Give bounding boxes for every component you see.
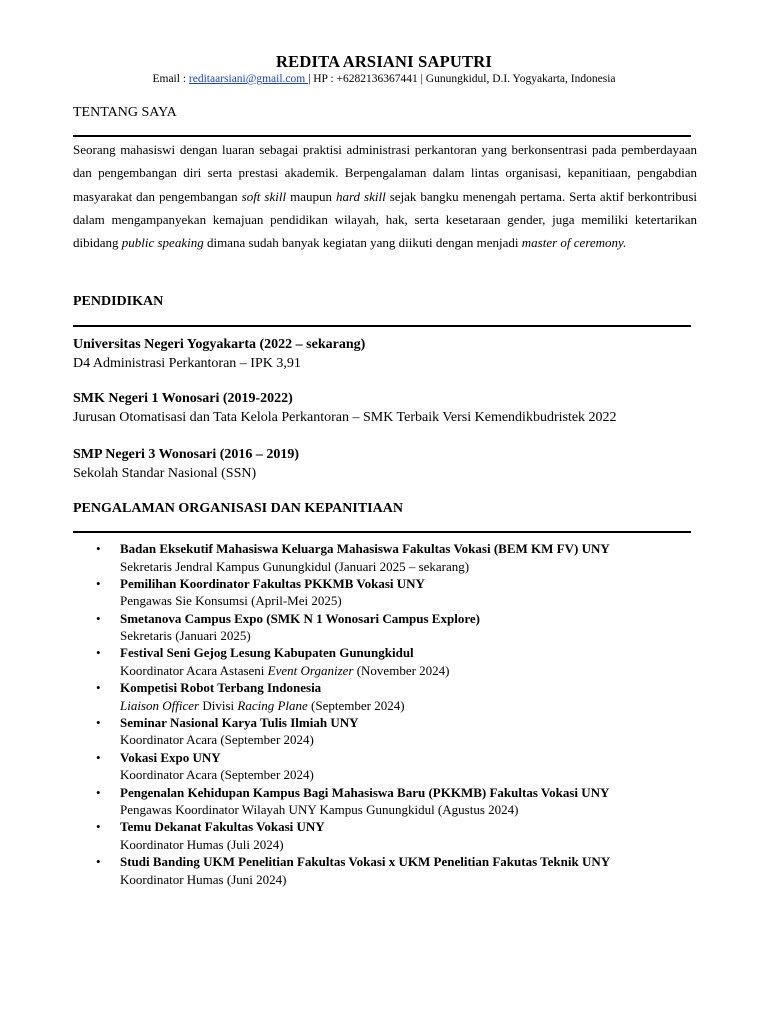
about-emphasis: master of ceremony.: [521, 235, 627, 251]
organization-title: Vokasi Expo UNY: [120, 749, 221, 765]
organization-role: Koordinator Acara (September 2024): [120, 767, 314, 783]
organization-title: Badan Eksekutif Mahasiswa Keluarga Mahasiswa Fakultas Vokasi (BEM KM FV) UNY: [120, 541, 610, 556]
list-item: [0, 540, 768, 575]
about-text: Seorang mahasiswi dengan luaran sebagai praktisi administrasi perkantoran yang berkonsentrasi pada pemberdayaan dan pengembangan diri serta prestasi akademik. Berpengalaman dalam lintas organisasi, kepanitiaan, pengabdian masyarakat dan pengembangan: [73, 142, 697, 204]
organization-title: Temu Dekanat Fakultas Vokasi UNY: [120, 819, 325, 835]
organization-role: Sekretaris Jendral Kampus Gunungkidul (Januari 2025 – sekarang): [120, 558, 470, 574]
education-item: [73, 446, 713, 484]
organization-role: Koordinator Humas (Juni 2024): [120, 871, 287, 887]
institution-detail: Sekolah Standar Nasional (SSN): [73, 466, 257, 481]
email-link[interactable]: reditaarsiani@gmail.com: [188, 73, 309, 85]
bullet-icon: •: [96, 749, 101, 765]
organization-title: Kompetisi Robot Terbang Indonesia: [120, 680, 322, 696]
role-emphasis: Racing Plane: [237, 697, 308, 713]
bullet-icon: •: [96, 610, 101, 626]
education-item: [73, 390, 713, 428]
bullet-icon: •: [96, 645, 101, 661]
organization-title: Pemilihan Koordinator Fakultas PKKMB Vokasi UNY: [120, 575, 425, 591]
institution-name: SMP Negeri 3 Wonosari (2016 – 2019): [73, 447, 300, 462]
list-item: [0, 818, 768, 853]
list-item: [0, 784, 768, 819]
bullet-icon: •: [96, 714, 101, 730]
list-item: [0, 644, 768, 679]
list-item: [0, 610, 768, 645]
organization-role: Pengawas Koordinator Wilayah UNY Kampus Gunungkidul (Agustus 2024): [120, 802, 519, 818]
organization-role: Koordinator Humas (Juli 2024): [120, 836, 284, 852]
about-heading: TENTANG SAYA: [73, 105, 177, 120]
organization-list: [0, 540, 768, 888]
education-item: [73, 336, 713, 374]
bullet-icon: •: [96, 541, 101, 556]
institution-detail: Jurusan Otomatisasi dan Tata Kelola Perkantoran – SMK Terbaik Versi Kemendikbudristek 2022: [73, 410, 617, 425]
role-text: Divisi: [199, 697, 238, 713]
role-text: (September 2024): [307, 697, 405, 713]
education-heading: PENDIDIKAN: [73, 294, 164, 309]
organization-role: [120, 662, 450, 679]
about-text: maupun: [286, 188, 336, 204]
organization-role: Pengawas Sie Konsumsi (April-Mei 2025): [120, 593, 342, 609]
about-paragraph: [73, 138, 697, 254]
list-item: [0, 679, 768, 714]
role-text: (November 2024): [353, 662, 450, 678]
email-label: Email :: [152, 73, 189, 85]
institution-name: Universitas Negeri Yogyakarta (2022 – sekarang): [73, 337, 366, 352]
bullet-icon: •: [96, 680, 101, 696]
bullet-icon: •: [96, 854, 101, 870]
about-emphasis: public speaking: [121, 235, 204, 251]
institution-detail: D4 Administrasi Perkantoran – IPK 3,91: [73, 356, 301, 371]
phone-location: | HP : +6282136367441 | Gunungkidul, D.I. Yogyakarta, Indonesia: [308, 73, 616, 85]
contact-line: [0, 73, 768, 85]
organization-divider: [73, 531, 691, 533]
organization-heading: PENGALAMAN ORGANISASI DAN KEPANITIAAN: [73, 501, 403, 516]
list-item: [0, 749, 768, 784]
list-item: [0, 853, 768, 888]
role-text: Koordinator Acara Astaseni: [120, 662, 268, 678]
organization-title: Smetanova Campus Expo (SMK N 1 Wonosari Campus Explore): [120, 610, 480, 626]
about-emphasis: soft skill: [241, 188, 287, 204]
role-emphasis: Liaison Officer: [120, 697, 200, 713]
about-text: dimana sudah banyak kegiatan yang diikuti dengan menjadi: [203, 235, 522, 251]
organization-title: Festival Seni Gejog Lesung Kabupaten Gunungkidul: [120, 645, 414, 661]
list-item: [0, 714, 768, 749]
organization-title: Seminar Nasional Karya Tulis Ilmiah UNY: [120, 714, 359, 730]
about-divider: [73, 135, 691, 137]
bullet-icon: •: [96, 575, 101, 591]
about-emphasis: hard skill: [335, 188, 386, 204]
bullet-icon: •: [96, 819, 101, 835]
education-divider: [73, 325, 691, 327]
organization-title: Pengenalan Kehidupan Kampus Bagi Mahasiswa Baru (PKKMB) Fakultas Vokasi UNY: [120, 784, 610, 800]
organization-role: [120, 697, 405, 714]
candidate-name: REDITA ARSIANI SAPUTRI: [276, 52, 492, 71]
about-text: sejak bangku menengah pertama. Serta aktif berkontribusi dalam mengampanyekan kemajuan pendidikan wilayah, hak, serta kesetaraan gender, juga memiliki ketertarikan dibidang: [73, 188, 698, 251]
role-emphasis: Event Organizer: [267, 662, 354, 678]
organization-role: Sekretaris (Januari 2025): [120, 628, 251, 644]
organization-title: Studi Banding UKM Penelitian Fakultas Vokasi x UKM Penelitian Fakutas Teknik UNY: [120, 854, 611, 870]
bullet-icon: •: [96, 784, 101, 800]
organization-role: Koordinator Acara (September 2024): [120, 732, 314, 748]
institution-name: SMK Negeri 1 Wonosari (2019-2022): [73, 391, 293, 406]
list-item: [0, 575, 768, 610]
